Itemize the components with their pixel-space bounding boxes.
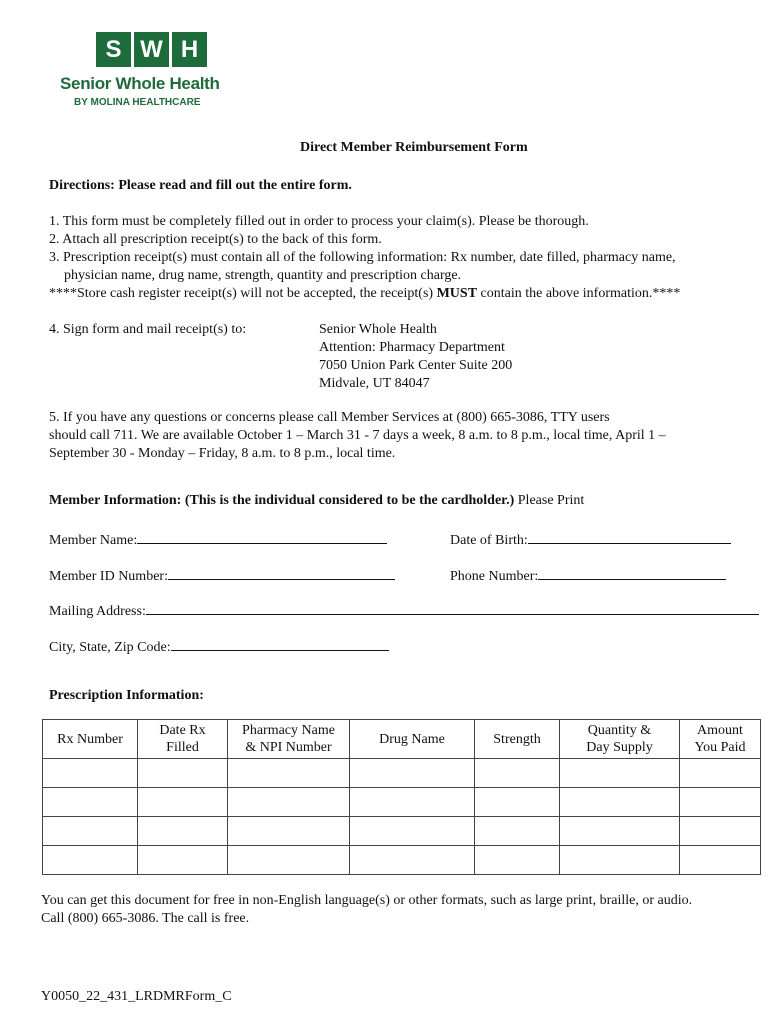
dob-label: Date of Birth: (450, 533, 528, 548)
phone-label: Phone Number: (450, 569, 539, 584)
col-rx-number: Rx Number (43, 720, 138, 759)
member-id-input[interactable] (168, 565, 395, 580)
table-cell[interactable] (228, 846, 350, 875)
phone-field[interactable] (450, 565, 726, 585)
table-cell[interactable] (560, 846, 680, 875)
table-row (43, 846, 761, 875)
instruction-5: 5. If you have any questions or concerns please call Member Services at (800) 665-3086, TTY users (49, 410, 610, 425)
mailing-address-field[interactable] (49, 600, 759, 620)
member-info-heading (49, 493, 584, 509)
table-cell[interactable] (43, 788, 138, 817)
table-cell[interactable] (475, 759, 560, 788)
table-cell[interactable] (680, 759, 761, 788)
table-cell[interactable] (138, 817, 228, 846)
table-cell[interactable] (350, 788, 475, 817)
table-cell[interactable] (350, 846, 475, 875)
mailing-address-label: Mailing Address: (49, 604, 146, 619)
table-cell[interactable] (43, 817, 138, 846)
instruction-5-end: September 30 - Monday – Friday, 8 a.m. to 8 p.m., local time. (49, 446, 396, 461)
table-cell[interactable] (560, 759, 680, 788)
col-amount: Amount You Paid (680, 720, 761, 759)
member-name-field[interactable] (49, 529, 387, 549)
table-cell[interactable] (680, 788, 761, 817)
member-name-input[interactable] (137, 529, 387, 544)
city-state-zip-field[interactable] (49, 636, 389, 656)
table-cell[interactable] (228, 788, 350, 817)
col-quantity: Quantity & Day Supply (560, 720, 680, 759)
dob-field[interactable] (450, 529, 731, 549)
col-drug-name: Drug Name (350, 720, 475, 759)
logo-letter-s: S (96, 32, 131, 67)
call-notice: Call (800) 665-3086. The call is free. (41, 911, 250, 926)
mailing-address-input[interactable] (146, 600, 759, 615)
logo-name: Senior Whole Health (60, 74, 220, 93)
language-notice: You can get this document for free in non-English language(s) or other formats, such as large print, braille, or audio. (41, 893, 693, 908)
store-receipt-must: MUST (436, 286, 478, 301)
table-cell[interactable] (560, 788, 680, 817)
member-name-label: Member Name: (49, 533, 138, 548)
col-date-filled: Date Rx Filled (138, 720, 228, 759)
col-pharmacy: Pharmacy Name & NPI Number (228, 720, 350, 759)
dob-input[interactable] (528, 529, 731, 544)
member-info-heading-text: Member Information: (This is the individual considered to be the cardholder.) (49, 493, 515, 508)
member-id-field[interactable] (49, 565, 395, 585)
form-id: Y0050_22_431_LRDMRForm_C (41, 989, 232, 1004)
prescription-table (42, 719, 761, 875)
table-cell[interactable] (138, 846, 228, 875)
table-cell[interactable] (350, 759, 475, 788)
instruction-3: 3. Prescription receipt(s) must contain all of the following information: Rx number, date filled, pharmacy name, (49, 250, 676, 265)
logo-mark (96, 32, 207, 67)
table-cell[interactable] (680, 846, 761, 875)
table-cell[interactable] (228, 759, 350, 788)
table-header-row (43, 720, 761, 759)
table-cell[interactable] (43, 759, 138, 788)
table-cell[interactable] (138, 759, 228, 788)
member-id-label: Member ID Number: (49, 569, 168, 584)
table-row (43, 759, 761, 788)
address-line-1: Senior Whole Health (319, 322, 437, 337)
table-row (43, 788, 761, 817)
address-line-4: Midvale, UT 84047 (319, 376, 430, 391)
col-strength: Strength (475, 720, 560, 759)
table-cell[interactable] (228, 817, 350, 846)
table-cell[interactable] (350, 817, 475, 846)
table-cell[interactable] (680, 817, 761, 846)
table-cell[interactable] (475, 817, 560, 846)
instruction-1: 1. This form must be completely filled out in order to process your claim(s). Please be thorough. (49, 214, 589, 229)
city-state-zip-label: City, State, Zip Code: (49, 640, 171, 655)
store-receipt-notice (49, 286, 680, 302)
logo-letter-h: H (172, 32, 207, 67)
table-cell[interactable] (475, 846, 560, 875)
store-receipt-text: ****Store cash register receipt(s) will not be accepted, the receipt(s) (49, 286, 437, 301)
address-line-3: 7050 Union Park Center Suite 200 (319, 358, 513, 373)
table-cell[interactable] (560, 817, 680, 846)
city-state-zip-input[interactable] (171, 636, 389, 651)
table-cell[interactable] (138, 788, 228, 817)
instruction-2: 2. Attach all prescription receipt(s) to the back of this form. (49, 232, 382, 247)
instruction-5-cont: should call 711. We are available October 1 – March 31 - 7 days a week, 8 a.m. to 8 p.m., local time, April 1 – (49, 428, 666, 443)
instruction-3-cont: physician name, drug name, strength, quantity and prescription charge. (64, 268, 462, 283)
instruction-4: 4. Sign form and mail receipt(s) to: (49, 322, 247, 337)
directions-heading: Directions: Please read and fill out the entire form. (49, 178, 352, 193)
member-info-heading-suffix: Please Print (514, 493, 585, 508)
address-line-2: Attention: Pharmacy Department (319, 340, 505, 355)
phone-input[interactable] (538, 565, 726, 580)
logo-letter-w: W (134, 32, 169, 67)
table-cell[interactable] (475, 788, 560, 817)
form-title: Direct Member Reimbursement Form (300, 140, 528, 155)
table-cell[interactable] (43, 846, 138, 875)
store-receipt-text-end: contain the above information.**** (477, 286, 681, 301)
logo-subtitle: BY MOLINA HEALTHCARE (74, 97, 201, 108)
table-row (43, 817, 761, 846)
prescription-heading: Prescription Information: (49, 688, 204, 703)
